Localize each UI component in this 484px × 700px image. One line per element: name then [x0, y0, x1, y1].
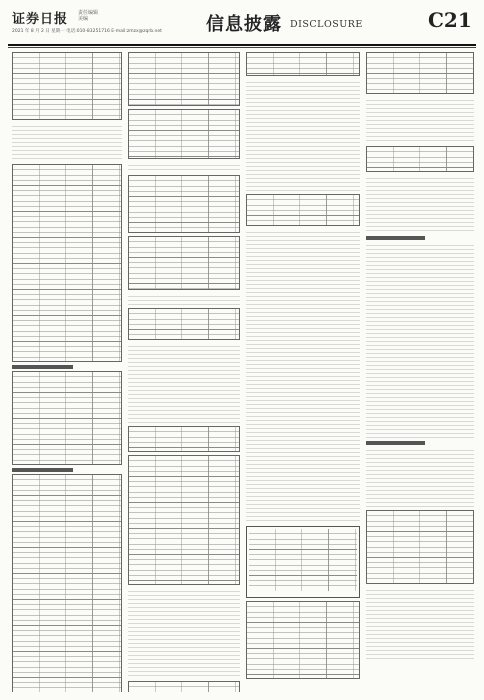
announcement-table — [12, 52, 122, 120]
section-heading-block — [12, 365, 73, 369]
article-text-block — [128, 293, 240, 305]
section-title-english: DISCLOSURE — [290, 19, 363, 30]
article-text-block — [366, 242, 474, 438]
column-1 — [12, 52, 122, 692]
financial-table — [128, 681, 240, 692]
masthead-rule-thin — [8, 47, 476, 48]
section-heading-block — [12, 468, 73, 472]
dateline: 2021 年 8 月 2 日 星期一 电话:010-83251716 E-mail:zmzx@zqrb.net — [12, 29, 162, 34]
financial-table — [128, 52, 240, 106]
article-text-block — [366, 447, 474, 507]
editor-line-2: 美编 — [78, 16, 89, 22]
financial-table — [128, 236, 240, 290]
section-title: 信息披露 — [206, 14, 282, 35]
financial-table — [128, 109, 240, 159]
section-heading-block — [366, 441, 425, 445]
financial-table — [12, 474, 122, 692]
article-text-block — [366, 175, 474, 233]
article-text-block — [128, 588, 240, 678]
article-text-block — [246, 229, 360, 523]
financial-table — [12, 164, 122, 362]
notice-table — [249, 529, 357, 591]
article-text-block — [366, 587, 474, 659]
editor-credits — [78, 10, 98, 22]
column-4 — [366, 52, 474, 692]
boxed-notice — [246, 526, 360, 598]
article-text-block — [128, 343, 240, 423]
article-text-block — [246, 79, 360, 191]
financial-table — [128, 308, 240, 340]
financial-table — [366, 510, 474, 584]
newspaper-logo: 证券日报 — [12, 12, 69, 27]
financial-table — [246, 601, 360, 679]
financial-table — [366, 146, 474, 172]
article-text-block — [366, 97, 474, 143]
financial-table — [366, 52, 474, 94]
masthead-rule — [8, 44, 476, 46]
financial-table — [12, 371, 122, 465]
financial-table — [246, 194, 360, 226]
column-2 — [128, 52, 240, 692]
article-text-block — [128, 162, 240, 172]
article-text-block — [12, 123, 122, 161]
financial-table — [128, 426, 240, 452]
section-heading-block — [366, 236, 425, 240]
financial-table — [128, 175, 240, 233]
column-3 — [246, 52, 360, 692]
editor-line-1: 责任编辑 — [78, 10, 99, 16]
financial-table — [128, 455, 240, 585]
page-number: C21 — [428, 8, 472, 32]
masthead — [8, 6, 476, 46]
financial-table — [246, 52, 360, 76]
